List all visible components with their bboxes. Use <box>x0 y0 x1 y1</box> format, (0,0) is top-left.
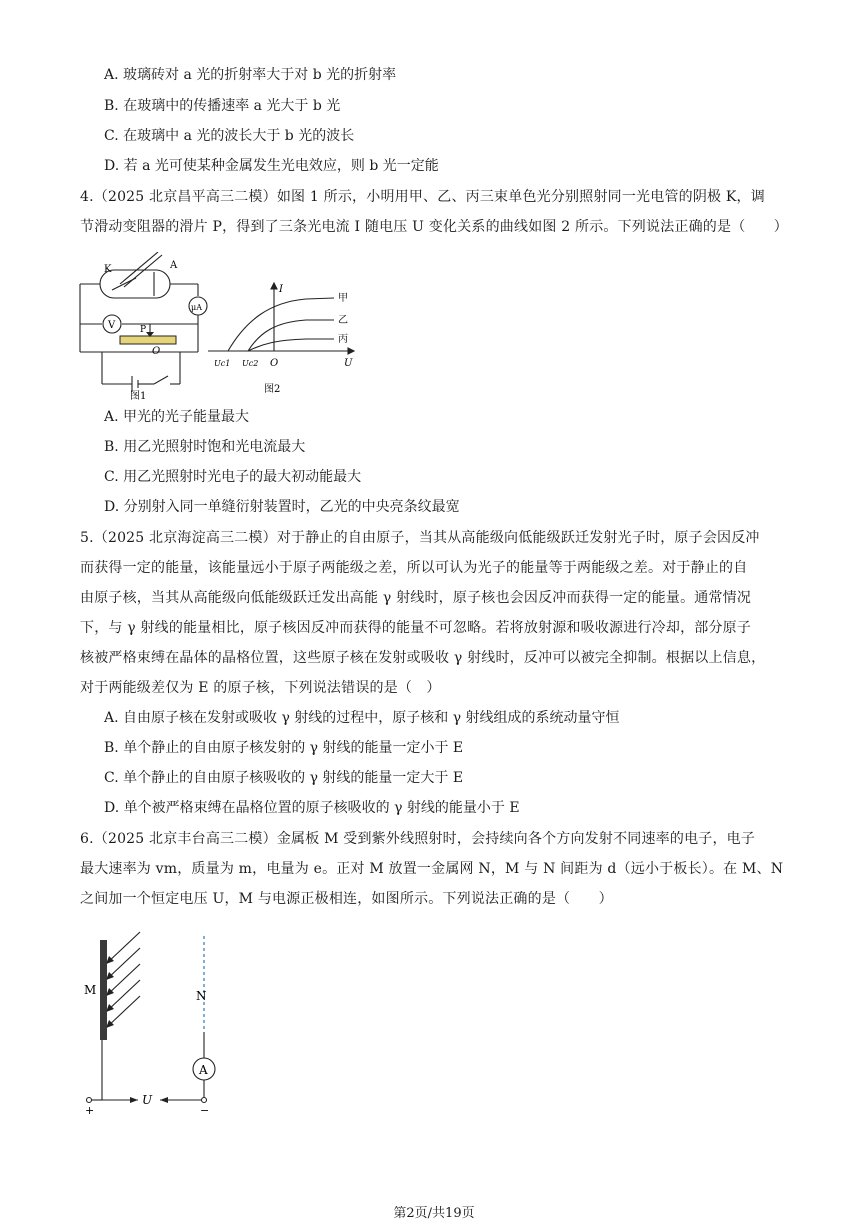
q4-stem-line-2: 节滑动变阻器的滑片 P，得到了三条光电流 I 随电压 U 变化关系的曲线如图 2 所示。下列说法正确的是（ ） <box>80 219 789 235</box>
q5-stem-line-3: 由原子核，当其从高能级向低能级跃迁发出高能 γ 射线时，原子核也会因反冲而获得一定的能量。通常情况 <box>80 590 752 606</box>
q3-option-b: B. 在玻璃中的传播速率 a 光大于 b 光 <box>104 98 341 114</box>
page-footer: 第2页/共19页 <box>393 1206 475 1221</box>
q6-stem-line-2: 最大速率为 vm，质量为 m，电量为 e。正对 M 放置一金属网 N，M 与 N 间距为 d（远小于板长）。在 M、N <box>80 861 784 877</box>
q5-stem-line-4: 下，与 γ 射线的能量相比，原子核因反冲而获得的能量不可忽略。若将放射源和吸收源进行冷却，部分原子 <box>80 620 752 636</box>
tick-uc1: Uc1 <box>214 359 231 368</box>
label-voltmeter: V <box>108 320 116 331</box>
origin-o: O <box>270 358 279 369</box>
axis-label-u: U <box>344 358 353 369</box>
q3-option-c: C. 在玻璃中 a 光的波长大于 b 光的波长 <box>104 128 355 144</box>
figure-1-caption: 图1 <box>130 391 147 400</box>
figure-2-caption: 图2 <box>264 384 281 395</box>
label-p: P <box>140 325 147 335</box>
label-n: N <box>196 989 207 1003</box>
q5-option-c: C. 单个静止的自由原子核吸收的 γ 射线的能量一定大于 E <box>104 770 464 786</box>
q5-stem-line-1: 5.（2025 北京海淀高三二模）对于静止的自由原子，当其从高能级向低能级跃迁发射光子时，原子会因反冲 <box>80 530 760 546</box>
label-m: M <box>84 983 97 997</box>
q3-option-a: A. 玻璃砖对 a 光的折射率大于对 b 光的折射率 <box>104 67 397 83</box>
q4-option-a: A. 甲光的光子能量最大 <box>104 409 250 425</box>
tick-uc2: Uc2 <box>242 359 259 368</box>
label-u: U <box>142 1093 153 1107</box>
q4-option-c: C. 用乙光照射时光电子的最大初动能最大 <box>104 469 362 485</box>
q4-figure-1-circuit <box>74 252 214 400</box>
curve-label-jia: 甲 <box>338 293 348 304</box>
q5-stem-line-6: 对于两能级差仅为 E 的原子核，下列说法错误的是（ ） <box>80 680 441 696</box>
q5-option-d: D. 单个被严格束缚在晶格位置的原子核吸收的 γ 射线的能量小于 E <box>104 800 520 816</box>
q5-option-b: B. 单个静止的自由原子核发射的 γ 射线的能量一定小于 E <box>104 740 464 756</box>
q4-figure-2-iu-graph <box>206 280 362 398</box>
label-o: O <box>152 346 161 357</box>
curve-label-bing: 丙 <box>338 334 348 345</box>
label-plus: + <box>85 1104 95 1117</box>
label-minus: − <box>200 1104 210 1117</box>
label-k: K <box>104 264 112 275</box>
label-a: A <box>170 260 178 271</box>
q6-stem-line-1: 6.（2025 北京丰台高三二模）金属板 M 受到紫外线照射时，会持续向各个方向发射不同速率的电子，电子 <box>80 831 756 847</box>
q5-stem-line-5: 核被严格束缚在晶体的晶格位置，这些原子核在发射或吸收 γ 射线时，反冲可以被完全抑制。根据以上信息， <box>80 650 766 666</box>
axis-label-i: I <box>279 284 283 295</box>
label-micro-ammeter: μA <box>191 303 202 312</box>
q6-stem-line-3: 之间加一个恒定电压 U，M 与电源正极相连，如图所示。下列说法正确的是（ ） <box>80 891 613 907</box>
q4-stem-line-1: 4.（2025 北京昌平高三二模）如图 1 所示，小明用甲、乙、丙三束单色光分别照射同一光电管的阴极 K，调 <box>80 189 765 205</box>
q3-option-d: D. 若 a 光可使某种金属发生光电效应，则 b 光一定能 <box>104 158 439 174</box>
curve-label-yi: 乙 <box>338 315 348 326</box>
q6-figure-plate-mesh <box>76 928 226 1118</box>
q5-option-a: A. 自由原子核在发射或吸收 γ 射线的过程中，原子核和 γ 射线组成的系统动量守恒 <box>104 710 620 726</box>
q5-stem-line-2: 而获得一定的能量，该能量远小于原子两能级之差，所以可认为光子的能量等于两能级之差。对于静止的自 <box>80 560 748 576</box>
label-ammeter-a: A <box>199 1063 208 1077</box>
q4-option-d: D. 分别射入同一单缝衍射装置时，乙光的中央亮条纹最宽 <box>104 499 460 515</box>
q4-option-b: B. 用乙光照射时饱和光电流最大 <box>104 439 306 455</box>
